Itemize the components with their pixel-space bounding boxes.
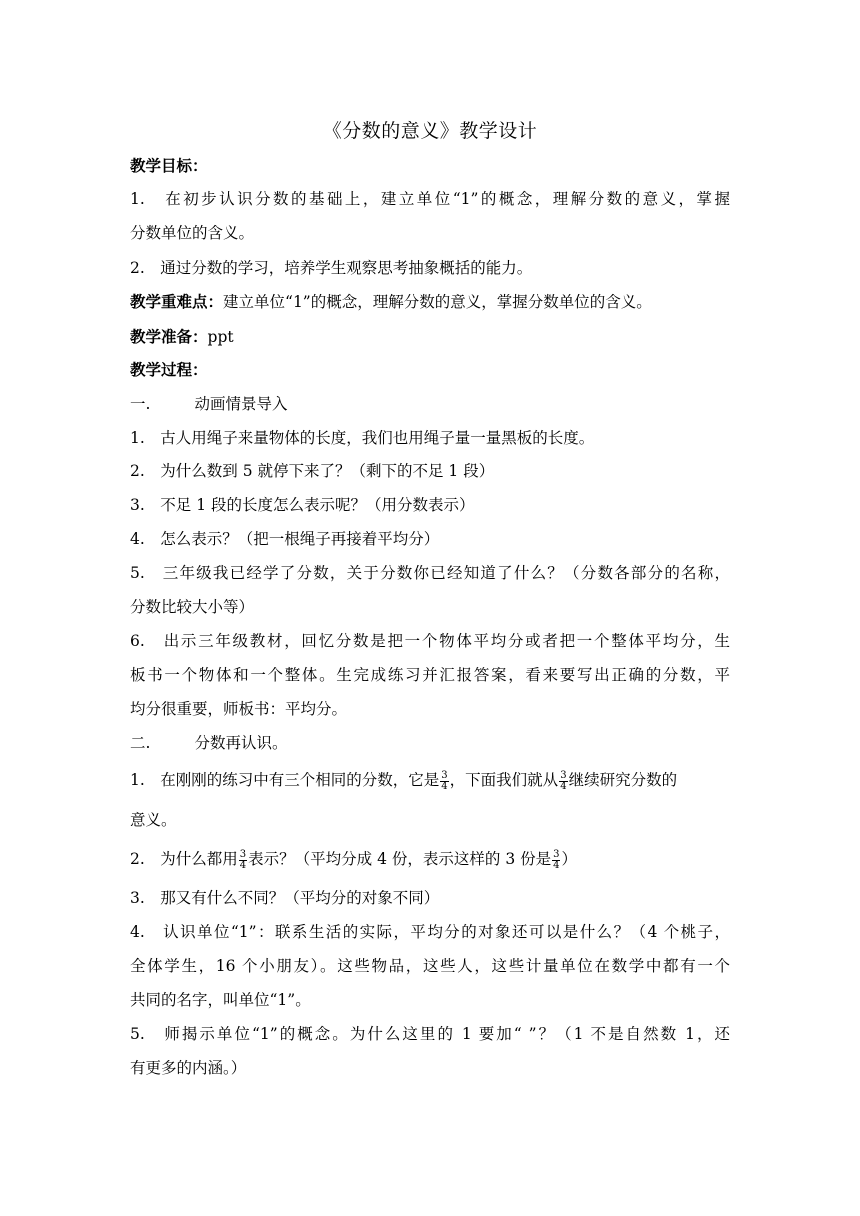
q1-text-b: ，下面我们就从 [449,771,559,789]
step-4: 4. 怎么表示？（把一根绳子再接着平均分） [130,530,440,548]
q2-text-a: 2. 为什么都用 [130,850,238,868]
goal-2: 2. 通过分数的学习，培养学生观察思考抽象概括的能力。 [130,259,533,277]
fraction-denominator: 4 [239,859,247,871]
fraction-denominator: 4 [553,859,560,871]
fraction-denominator: 4 [441,780,448,792]
section-1-number: 一. [130,395,151,413]
prep-label: 教学准备： [130,327,208,346]
q2-text-b: 表示？（平均分成 4 份，表示这样的 3 份是 [248,850,552,868]
section-2-heading [130,731,730,755]
q4-line-3: 共同的名字，叫单位“1”。 [130,991,311,1009]
q1-line-1 [130,768,730,792]
process-heading: 教学过程： [130,360,208,379]
q1-text-c: 继续研究分数的 [568,771,678,789]
document-title: 《分数的意义》教学设计 [322,120,538,142]
q2-text-c: ） [561,850,577,868]
preparation [130,325,730,349]
fraction [239,850,247,871]
section-1-heading [130,392,730,416]
fraction [552,850,560,871]
fraction [440,771,448,792]
q5-line-1: 5. 师揭示单位“1”的概念。为什么这里的 1 要加“ ”？（1 不是自然数 1，还 [130,1025,730,1043]
step-6-line-3: 均分很重要，师板书：平均分。 [130,700,348,718]
goal-heading: 教学目标： [130,156,208,175]
q1-text-a: 1. 在刚刚的练习中有三个相同的分数，它是 [130,771,440,789]
q2 [130,847,730,871]
key-points [130,290,730,314]
q5-line-2: 有更多的内涵。） [130,1059,247,1077]
key-label: 教学重难点： [130,292,224,311]
fraction [559,771,567,792]
step-1: 1. 古人用绳子来量物体的长度，我们也用绳子量一量黑板的长度。 [130,429,595,447]
prep-text: ppt [207,328,234,346]
fraction-denominator: 4 [560,780,567,792]
section-1-title: 动画情景导入 [194,395,288,413]
fraction-numerator: 3 [441,769,448,781]
step-5-line-1: 5. 三年级我已经学了分数，关于分数你已经知道了什么？（分数各部分的名称， [130,564,730,582]
key-text: 建立单位“1”的概念，理解分数的意义，掌握分数单位的含义。 [223,293,652,311]
q1-line-2: 意义。 [130,811,177,829]
section-2-title: 分数再认识。 [194,734,288,752]
step-6-line-1: 6. 出示三年级教材，回忆分数是把一个物体平均分或者把一个整体平均分，生 [130,632,730,650]
step-5-line-2: 分数比较大小等） [130,598,255,616]
q4-line-1: 4. 认识单位“1”：联系生活的实际，平均分的对象还可以是什么？（4 个桃子， [130,923,730,941]
section-2-number: 二. [130,734,151,752]
goal-1-line-2: 分数单位的含义。 [130,224,255,242]
goal-1-line-1: 1. 在初步认识分数的基础上，建立单位“1”的概念，理解分数的意义，掌握 [130,190,730,208]
fraction-numerator: 3 [239,848,247,860]
fraction-numerator: 3 [553,848,560,860]
step-6-line-2: 板书一个物体和一个整体。生完成练习并汇报答案，看来要写出正确的分数，平 [130,666,730,684]
fraction-numerator: 3 [560,769,567,781]
q4-line-2: 全体学生，16 个小朋友）。这些物品，这些人，这些计量单位在数学中都有一个 [130,957,730,975]
q3: 3. 那又有什么不同？（平均分的对象不同） [130,889,440,907]
step-2: 2. 为什么数到 5 就停下来了？（剩下的不足 1 段） [130,462,495,480]
step-3: 3. 不足 1 段的长度怎么表示呢？（用分数表示） [130,496,475,514]
